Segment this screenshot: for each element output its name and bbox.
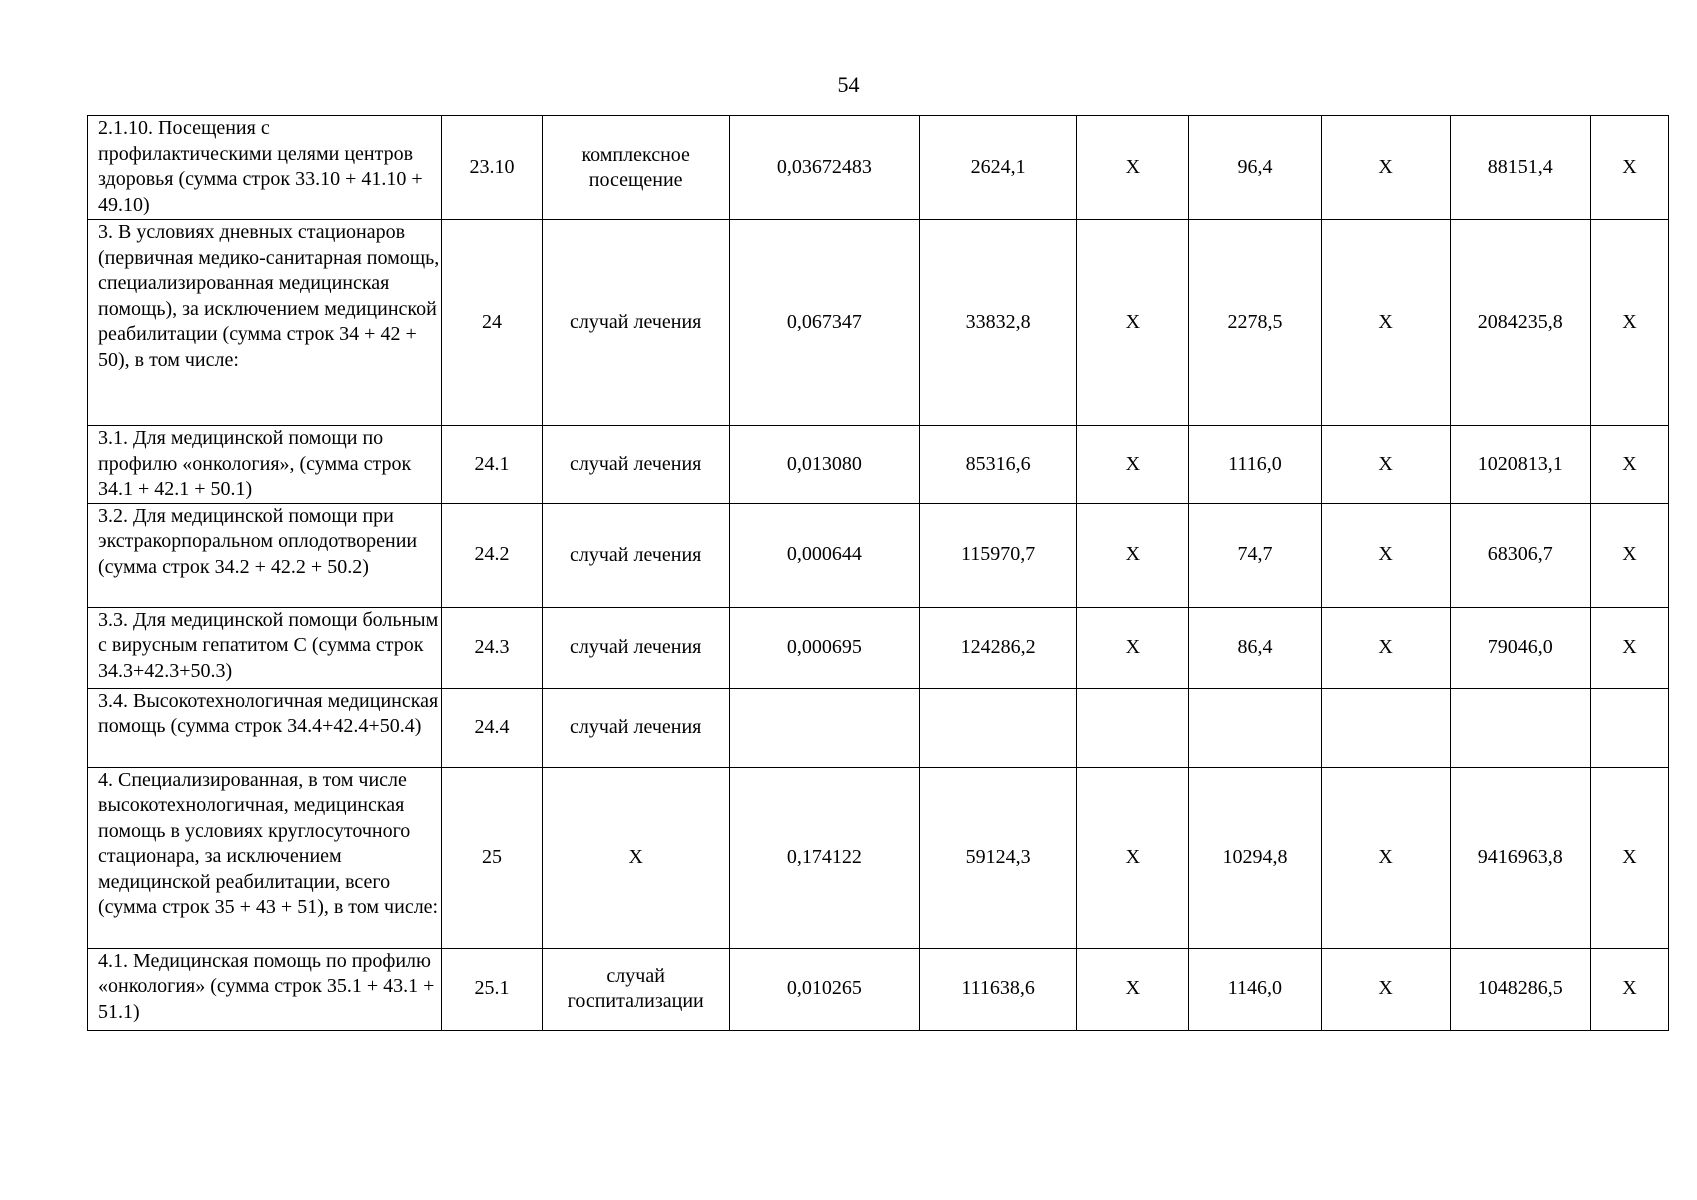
row-name-cell: 3.2. Для медицинской помощи при экстракорпоральном оплодотворении (сумма строк 34.2 + 42.2 + 50.2)	[88, 503, 442, 607]
column-7-cell: 1116,0	[1189, 426, 1321, 504]
column-8-cell: X	[1321, 607, 1450, 688]
table-row	[88, 948, 1669, 1030]
data-table	[87, 115, 1669, 1031]
cost-norm-cell: 124286,2	[920, 607, 1077, 688]
volume-norm-cell: 0,067347	[729, 220, 919, 426]
column-8-cell: X	[1321, 503, 1450, 607]
cost-norm-cell: 33832,8	[920, 220, 1077, 426]
row-name-cell: 3.1. Для медицинской помощи по профилю «онкология», (сумма строк 34.1 + 42.1 + 50.1)	[88, 426, 442, 504]
column-8-cell: X	[1321, 116, 1450, 220]
column-6-cell: X	[1077, 607, 1189, 688]
table-row	[88, 503, 1669, 607]
column-8-cell: X	[1321, 767, 1450, 948]
unit-cell: случай лечения	[542, 688, 729, 767]
line-number-cell: 24.4	[442, 688, 542, 767]
column-9-cell: 9416963,8	[1450, 767, 1590, 948]
volume-norm-cell: 0,03672483	[729, 116, 919, 220]
line-number-cell: 25	[442, 767, 542, 948]
column-9-cell	[1450, 688, 1590, 767]
column-6-cell: X	[1077, 220, 1189, 426]
column-8-cell: X	[1321, 426, 1450, 504]
table-row	[88, 688, 1669, 767]
row-name-cell: 3.4. Высокотехнологичная медицинская помощь (сумма строк 34.4+42.4+50.4)	[88, 688, 442, 767]
unit-cell: X	[542, 767, 729, 948]
volume-norm-cell: 0,000644	[729, 503, 919, 607]
table-row	[88, 116, 1669, 220]
column-6-cell: X	[1077, 767, 1189, 948]
column-7-cell: 10294,8	[1189, 767, 1321, 948]
cost-norm-cell: 2624,1	[920, 116, 1077, 220]
column-9-cell: 68306,7	[1450, 503, 1590, 607]
table-row	[88, 426, 1669, 504]
column-7-cell: 2278,5	[1189, 220, 1321, 426]
column-8-cell	[1321, 688, 1450, 767]
column-10-cell: X	[1590, 503, 1668, 607]
column-9-cell: 2084235,8	[1450, 220, 1590, 426]
column-10-cell: X	[1590, 607, 1668, 688]
column-10-cell: X	[1590, 220, 1668, 426]
unit-cell: случай лечения	[542, 220, 729, 426]
row-name-cell: 2.1.10. Посещения с профилактическими целями центров здоровья (сумма строк 33.10 + 41.10 + 49.10)	[88, 116, 442, 220]
column-9-cell: 1020813,1	[1450, 426, 1590, 504]
column-9-cell: 79046,0	[1450, 607, 1590, 688]
line-number-cell: 24.2	[442, 503, 542, 607]
cost-norm-cell: 111638,6	[920, 948, 1077, 1030]
line-number-cell: 23.10	[442, 116, 542, 220]
column-6-cell: X	[1077, 503, 1189, 607]
column-8-cell: X	[1321, 220, 1450, 426]
column-8-cell: X	[1321, 948, 1450, 1030]
volume-norm-cell: 0,174122	[729, 767, 919, 948]
unit-cell: комплексное посещение	[542, 116, 729, 220]
unit-cell: случай лечения	[542, 426, 729, 504]
column-10-cell: X	[1590, 426, 1668, 504]
table-row	[88, 767, 1669, 948]
unit-cell: случай госпитализации	[542, 948, 729, 1030]
column-9-cell: 1048286,5	[1450, 948, 1590, 1030]
line-number-cell: 24.3	[442, 607, 542, 688]
table-row	[88, 220, 1669, 426]
line-number-cell: 25.1	[442, 948, 542, 1030]
volume-norm-cell: 0,013080	[729, 426, 919, 504]
cost-norm-cell: 85316,6	[920, 426, 1077, 504]
cost-norm-cell	[920, 688, 1077, 767]
volume-norm-cell	[729, 688, 919, 767]
column-7-cell: 86,4	[1189, 607, 1321, 688]
column-7-cell	[1189, 688, 1321, 767]
column-6-cell: X	[1077, 948, 1189, 1030]
column-6-cell	[1077, 688, 1189, 767]
line-number-cell: 24.1	[442, 426, 542, 504]
page-number: 54	[837, 72, 860, 97]
column-6-cell: X	[1077, 116, 1189, 220]
row-name-cell: 4.1. Медицинская помощь по профилю «онкология» (сумма строк 35.1 + 43.1 + 51.1)	[88, 948, 442, 1030]
unit-cell: случай лечения	[542, 607, 729, 688]
column-7-cell: 1146,0	[1189, 948, 1321, 1030]
row-name-cell: 4. Специализированная, в том числе высокотехнологичная, медицинская помощь в условиях круглосуточного стационара, за исключением медицинской реабилитации, всего (сумма строк 35 + 43 + 51), в том числе:	[88, 767, 442, 948]
column-10-cell	[1590, 688, 1668, 767]
row-name-cell: 3.3. Для медицинской помощи больным с вирусным гепатитом С (сумма строк 34.3+42.3+50.3)	[88, 607, 442, 688]
column-7-cell: 74,7	[1189, 503, 1321, 607]
cost-norm-cell: 59124,3	[920, 767, 1077, 948]
line-number-cell: 24	[442, 220, 542, 426]
column-7-cell: 96,4	[1189, 116, 1321, 220]
row-name-cell: 3. В условиях дневных стационаров (первичная медико-санитарная помощь, специализированная медицинская помощь), за исключением медицинской реабилитации (сумма строк 34 + 42 + 50), в том числе:	[88, 220, 442, 426]
table-row	[88, 607, 1669, 688]
column-6-cell: X	[1077, 426, 1189, 504]
volume-norm-cell: 0,000695	[729, 607, 919, 688]
column-9-cell: 88151,4	[1450, 116, 1590, 220]
column-10-cell: X	[1590, 767, 1668, 948]
unit-cell: случай лечения	[542, 503, 729, 607]
column-10-cell: X	[1590, 948, 1668, 1030]
volume-norm-cell: 0,010265	[729, 948, 919, 1030]
column-10-cell: X	[1590, 116, 1668, 220]
cost-norm-cell: 115970,7	[920, 503, 1077, 607]
